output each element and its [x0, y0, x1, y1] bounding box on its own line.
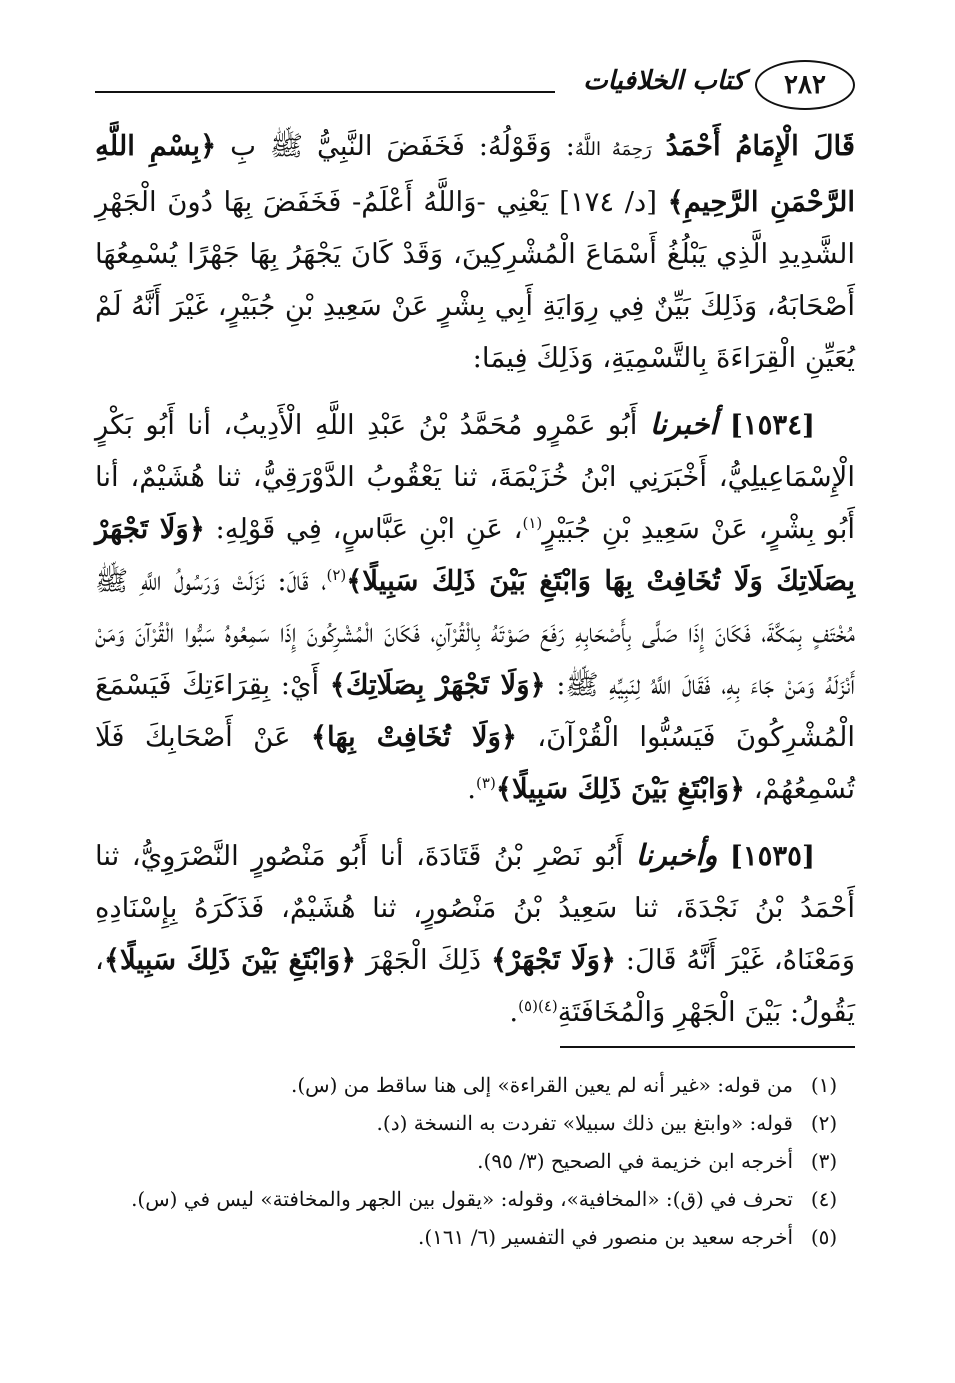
- footnote-number: (٤): [810, 1187, 838, 1211]
- footnote-text: أخرجه ابن خزيمة في الصحيح (٣/ ٩٥).: [477, 1149, 793, 1173]
- footnote-number: (٣): [810, 1149, 838, 1173]
- text-segment: ، عَنِ ابْنِ عَبَّاسٍ، فِي قَوْلِهِ:: [215, 513, 523, 545]
- imam-lead: قَالَ الْإِمَامُ أَحْمَدُ: [665, 130, 856, 162]
- footnote-ref[interactable]: (٣): [476, 773, 496, 792]
- text-segment: .: [509, 996, 519, 1028]
- footnote-ref[interactable]: (١): [522, 513, 543, 532]
- narration-1534: [95, 398, 855, 815]
- text-segment: عَنْ أَصْحَابِكَ فَلَا تُسْمِعُهُمْ،: [95, 721, 855, 805]
- text-segment: أَبُو عَمْرٍو مُحَمَّدُ بْنُ عَبْدِ اللَّهِ الْأَدِيبُ، أنا أَبُو بَكْرٍ الْإِسْمَاعِيلِيُّ، أَخْبَرَنِي ابْنُ خُزَيْمَةَ، ثنا يَعْقُوبُ الدَّوْرَقِيُّ، ثنا هُشَيْمٌ، أنا أَبُو بِشْرٍ، عَنْ سَعِيدِ بْنِ جُبَيْرٍ: [95, 409, 855, 545]
- header-rule: [95, 91, 555, 93]
- footnote-number: (١): [810, 1073, 838, 1097]
- quran-basmala: ﴿بِسْمِ اللَّهِ الرَّحْمَنِ الرَّحِيمِ﴾: [95, 130, 855, 218]
- main-text: [95, 120, 855, 1052]
- footnote-text: تحرف في (ق): «المخافية»، وقوله: «يقول بين الجهر والمخافتة» ليس في (س).: [131, 1187, 793, 1211]
- text-segment: [د/ ١٧٤] يَعْنِي -وَاللَّهُ أَعْلَمُ- فَخَفَضَ بِهَا دُونَ الْجَهْرِ الشَّدِيدِ الَّذِي يَبْلُغُ أَسْمَاعَ الْمُشْرِكِينَ، وَقَدْ كَانَ يَجْهَرُ بِهَا جَهْرًا يُسْمِعُهَا أَصْحَابَهُ، وَذَلِكَ بَيِّنٌ فِي رِوَايَةِ أَبِي بِشْرٍ عَنْ سَعِيدِ بْنِ جُبَيْرٍ، غَيْرَ أَنَّهُ لَمْ يُعَيِّنِ الْقِرَاءَةَ بِالتَّسْمِيَةِ، وَذَلِكَ فِيمَا:: [95, 186, 855, 374]
- footnote-item: [95, 1220, 855, 1254]
- text-segment: ، يَقُولُ: بَيْنَ الْجَهْرِ وَالْمُخَافَتَةِ: [95, 944, 855, 1028]
- footnote-text: أخرجه سعيد بن منصور في التفسير (٦/ ١٦١).: [417, 1225, 793, 1249]
- narration-keyword: أخبرنا: [649, 407, 718, 441]
- text-segment: : وَقَوْلُهُ: فَخَفَضَ النَّبِيُّ ﷺ بِ: [230, 130, 575, 162]
- text-segment: .: [467, 773, 477, 805]
- paragraph-intro: [95, 120, 855, 384]
- quran-ayah: ﴿وَابْتَغِ بَيْنَ ذَلِكَ سَبِيلًا﴾: [495, 773, 746, 805]
- narration-1535: [95, 829, 855, 1038]
- footnote-text: قوله: «وابتغ بين ذلك سبيلا» تفردت به النسخة (د).: [376, 1111, 793, 1135]
- quran-ayah: ﴿وَلَا تَجْهَرْ بِصَلَاتِكَ﴾: [329, 669, 546, 701]
- footnote-item: [95, 1068, 855, 1102]
- footnote-item: [95, 1106, 855, 1140]
- footnote-text: من قوله: «غير أنه لم يعين القراءة» إلى هنا ساقط من (س).: [291, 1073, 793, 1097]
- footnote-separator: [560, 1046, 855, 1048]
- text-segment: أَيْ: بِقِرَاءَتِكَ فَيَسْمَعَ الْمُشْرِكُونَ فَيَسُبُّوا الْقُرْآنَ،: [95, 669, 855, 753]
- footnotes: [95, 1068, 855, 1258]
- quran-ayah: ﴿وَلَا تَجْهَرْ﴾: [490, 944, 617, 976]
- text-segment: ذَلِكَ الْجَهْرَ: [365, 944, 482, 976]
- footnote-number: (٥): [810, 1225, 838, 1249]
- footnote-number: (٢): [810, 1111, 838, 1135]
- narration-number: [١٥٣٤]: [729, 409, 815, 441]
- quran-ayah: ﴿وَلَا تُخَافِتْ بِهَا﴾: [310, 721, 517, 753]
- text-segment: ، قَالَ: نَزَلَتْ وَرَسُولُ اللَّهِ ﷺ مُخْتَفٍ بِمَكَّةَ، فَكَانَ إِذَا صَلَّى بِأَصْحَابِهِ رَفَعَ صَوْتَهُ بِالْقُرْآنِ، فَكَانَ الْمُشْرِكُونَ إِذَا سَمِعُوهُ سَبُّوا الْقُرْآنَ وَمَنْ أَنْزَلَهُ وَمَنْ جَاءَ بِهِ، فَقَالَ اللَّهُ لِنَبِيِّهِ ﷺ:: [95, 565, 855, 701]
- footnote-item: [95, 1182, 855, 1216]
- footnote-ref[interactable]: (٢): [326, 565, 347, 584]
- text-segment: أَبُو نَصْرِ بْنُ قَتَادَةَ، أنا أَبُو مَنْصُورٍ النَّصْرَوِيُّ، ثنا أَحْمَدُ بْنُ نَجْدَةَ، ثنا سَعِيدُ بْنُ مَنْصُورٍ، ثنا هُشَيْمٌ، فَذَكَرَهُ بِإِسْنَادِهِ وَمَعْنَاهُ، غَيْرَ أَنَّهُ قَالَ:: [95, 840, 856, 976]
- narration-number: [١٥٣٥]: [729, 840, 815, 872]
- quran-ayah: ﴿وَلَا تَجْهَرْ بِصَلَاتِكَ وَلَا تُخَافِتْ بِهَا وَابْتَغِ بَيْنَ ذَلِكَ سَبِيلًا﴾: [95, 513, 855, 597]
- quran-ayah: ﴿وَابْتَغِ بَيْنَ ذَلِكَ سَبِيلًا﴾: [103, 944, 357, 976]
- page-header: [95, 58, 855, 114]
- page-number: ٢٨٢: [755, 60, 855, 110]
- footnote-item: [95, 1144, 855, 1178]
- book-title: كتاب الخلافيات: [583, 66, 745, 96]
- footnote-ref[interactable]: (٤)(٥): [518, 996, 558, 1015]
- narration-keyword: وأخبرنا: [635, 838, 718, 872]
- honorific: رَحِمَهُ اللَّهُ: [574, 139, 652, 160]
